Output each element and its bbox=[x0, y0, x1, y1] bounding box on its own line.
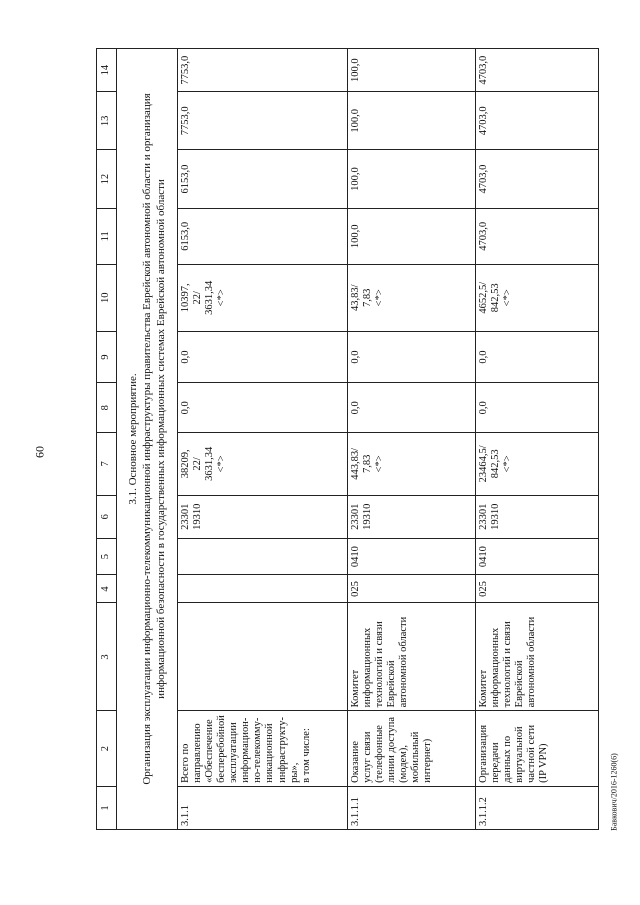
row-code: 3.1.1.2 bbox=[476, 786, 599, 829]
row-code: 3.1.1.1 bbox=[348, 786, 476, 829]
row-year-value: 100,0 bbox=[348, 92, 476, 150]
row-name: Оказание услуг связи (телефонные линии доступа (модем), мобильный интернет) bbox=[348, 711, 476, 787]
column-header: 10 bbox=[97, 264, 117, 331]
row-executor: Комитет информационных технологий и связи Еврейской автономной области bbox=[476, 603, 599, 711]
row-year-value: 4703,0 bbox=[476, 92, 599, 150]
section-text: Организация эксплуатации информационно-телекоммуникационной инфраструктуры правительства Еврейской автономной области и организация информационной безопасности в государственных информационных системах Еврейской автономной области bbox=[140, 93, 168, 785]
row-target-code: 23301 19310 bbox=[178, 495, 348, 538]
row-year-value: 4703,0 bbox=[476, 49, 599, 92]
row-section: 0410 bbox=[476, 538, 599, 575]
column-header: 2 bbox=[97, 711, 117, 787]
row-section bbox=[178, 538, 348, 575]
column-header: 4 bbox=[97, 575, 117, 603]
row-year-value: 0,0 bbox=[178, 383, 348, 433]
table-row bbox=[178, 49, 348, 830]
document-code: Бавкович/2016-1260(6) bbox=[609, 753, 619, 831]
column-header: 11 bbox=[97, 208, 117, 264]
table-row bbox=[476, 49, 599, 830]
column-header: 3 bbox=[97, 603, 117, 711]
rotated-table-container bbox=[96, 48, 592, 830]
row-target-code: 23301 19310 bbox=[476, 495, 599, 538]
column-header: 13 bbox=[97, 92, 117, 150]
table-row bbox=[348, 49, 476, 830]
row-total: 443,83/ 7,83 <*> bbox=[348, 433, 476, 496]
row-year-value: 6153,0 bbox=[178, 208, 348, 264]
column-header: 12 bbox=[97, 150, 117, 208]
row-year-value: 0,0 bbox=[476, 331, 599, 383]
column-header: 6 bbox=[97, 495, 117, 538]
column-header: 8 bbox=[97, 383, 117, 433]
row-year-value: 7753,0 bbox=[178, 92, 348, 150]
row-year-value: 4703,0 bbox=[476, 208, 599, 264]
row-name: Организация передачи данных по виртуальной частной сети (IP VPN) bbox=[476, 711, 599, 787]
row-year-value: 6153,0 bbox=[178, 150, 348, 208]
row-name: Всего по направлению «Обеспечение бесперебойной эксплуатации информацион-но-телекомму-никационной инфраструкту-ры», в том числе: bbox=[178, 711, 348, 787]
row-executor: Комитет информационных технологий и связи Еврейской автономной области bbox=[348, 603, 476, 711]
column-header: 1 bbox=[97, 786, 117, 829]
row-year-value: 100,0 bbox=[348, 150, 476, 208]
row-year-value: 100,0 bbox=[348, 208, 476, 264]
column-header: 7 bbox=[97, 433, 117, 496]
section-row bbox=[117, 49, 178, 830]
row-year-value: 0,0 bbox=[348, 331, 476, 383]
row-year-value: 0,0 bbox=[178, 331, 348, 383]
column-header: 5 bbox=[97, 538, 117, 575]
column-header: 9 bbox=[97, 331, 117, 383]
page-number: 60 bbox=[32, 446, 47, 458]
row-year-value: 7753,0 bbox=[178, 49, 348, 92]
row-year-value: 4703,0 bbox=[476, 150, 599, 208]
section-cell bbox=[117, 49, 178, 830]
row-year-value: 43,83/ 7,83 <*> bbox=[348, 264, 476, 331]
section-title: 3.1. Основное мероприятие. bbox=[126, 373, 139, 505]
row-executor bbox=[178, 603, 348, 711]
row-total: 38209, 22/ 3631,34 <*> bbox=[178, 433, 348, 496]
row-section: 0410 bbox=[348, 538, 476, 575]
row-year-value: 0,0 bbox=[476, 383, 599, 433]
row-year-value: 100,0 bbox=[348, 49, 476, 92]
column-number-row bbox=[97, 49, 117, 830]
row-year-value: 0,0 bbox=[348, 383, 476, 433]
row-grbs: 025 bbox=[476, 575, 599, 603]
row-total: 23464,5/ 842,53 <*> bbox=[476, 433, 599, 496]
row-year-value: 4652,5/ 842,53 <*> bbox=[476, 264, 599, 331]
column-header: 14 bbox=[97, 49, 117, 92]
row-code: 3.1.1 bbox=[178, 786, 348, 829]
row-year-value: 10397, 22/ 3631,34 <*> bbox=[178, 264, 348, 331]
row-grbs bbox=[178, 575, 348, 603]
row-grbs: 025 bbox=[348, 575, 476, 603]
budget-table bbox=[96, 48, 599, 830]
row-target-code: 23301 19310 bbox=[348, 495, 476, 538]
